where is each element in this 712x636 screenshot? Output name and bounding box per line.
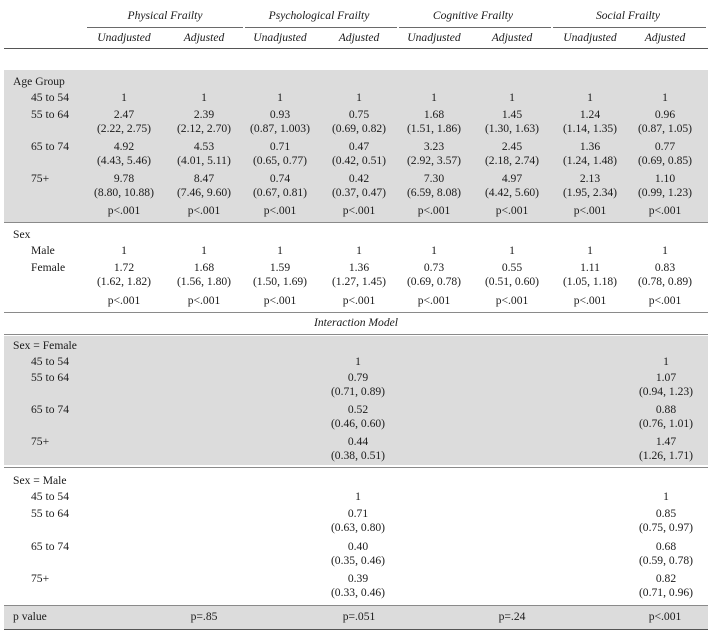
estimate-value: 1.59 xyxy=(269,261,291,274)
section-rule xyxy=(4,334,708,335)
confidence-interval: (2.18, 2.74) xyxy=(484,154,540,167)
estimate-value: 1 xyxy=(587,244,593,257)
p-value-cell: p<.001 xyxy=(342,294,376,307)
p-value-label: p value xyxy=(13,610,47,623)
confidence-interval: (0.87, 1.05) xyxy=(637,122,693,135)
estimate-value: 0.77 xyxy=(654,140,676,153)
estimate-value: 2.45 xyxy=(501,140,523,153)
row-label: 65 to 74 xyxy=(31,140,70,153)
p-value-cell: p<.001 xyxy=(187,294,221,307)
psychological-estimate: 0.79 xyxy=(347,371,369,384)
confidence-interval: (1.27, 1.45) xyxy=(331,275,387,288)
estimate-value: 0.47 xyxy=(348,140,370,153)
p-value-cell: p<.001 xyxy=(107,204,141,217)
estimate-value: 0.83 xyxy=(654,261,676,274)
confidence-interval: (4.42, 5.60) xyxy=(484,186,540,199)
confidence-interval: (1.56, 1.80) xyxy=(176,275,232,288)
estimate-value: 4.97 xyxy=(501,172,523,185)
social-estimate: 1.07 xyxy=(655,371,677,384)
row-label: 55 to 64 xyxy=(31,507,70,520)
confidence-interval: (0.46, 0.60) xyxy=(330,417,386,430)
column-group-header: Physical Frailty xyxy=(127,9,203,22)
confidence-interval: (0.38, 0.51) xyxy=(330,449,386,462)
estimate-value: 1 xyxy=(356,244,362,257)
row-label: 65 to 74 xyxy=(31,540,70,553)
estimate-value: 0.74 xyxy=(269,172,291,185)
section-label-sex: Sex xyxy=(13,228,31,241)
p-value-cell: p<.001 xyxy=(263,294,297,307)
section-label-female: Sex = Female xyxy=(13,339,77,352)
estimate-value: 2.13 xyxy=(579,172,601,185)
confidence-interval: (0.69, 0.78) xyxy=(406,275,462,288)
p-value-cell: p<.001 xyxy=(573,294,607,307)
estimate-value: 4.92 xyxy=(113,140,135,153)
column-group-header: Social Frailty xyxy=(595,9,661,22)
confidence-interval: (2.22, 2.75) xyxy=(96,122,152,135)
confidence-interval: (8.80, 10.88) xyxy=(94,186,154,199)
section-rule xyxy=(4,312,708,313)
confidence-interval: (1.62, 1.82) xyxy=(96,275,152,288)
column-group-header: Cognitive Frailty xyxy=(432,9,514,22)
confidence-interval: (0.78, 0.89) xyxy=(637,275,693,288)
confidence-interval: (0.33, 0.46) xyxy=(330,586,386,599)
estimate-value: 1 xyxy=(662,244,668,257)
estimate-value: 0.55 xyxy=(501,261,523,274)
section-label-male: Sex = Male xyxy=(13,474,67,487)
estimate-value: 1.36 xyxy=(348,261,370,274)
p-value-cell: p<.001 xyxy=(495,204,529,217)
column-group-underline xyxy=(399,27,551,28)
confidence-interval: (1.14, 1.35) xyxy=(562,122,618,135)
confidence-interval: (0.63, 0.80) xyxy=(330,521,386,534)
confidence-interval: (0.75, 0.97) xyxy=(638,521,694,534)
confidence-interval: (6.59, 8.08) xyxy=(406,186,462,199)
row-label: 45 to 54 xyxy=(31,91,70,104)
p-value-social: p<.001 xyxy=(648,610,682,623)
social-estimate: 1 xyxy=(663,490,669,503)
social-estimate: 0.82 xyxy=(655,572,677,585)
estimate-value: 0.42 xyxy=(348,172,370,185)
p-value-cell: p<.001 xyxy=(263,204,297,217)
confidence-interval: (0.71, 0.96) xyxy=(638,586,694,599)
estimate-value: 1 xyxy=(277,244,283,257)
estimate-value: 0.71 xyxy=(269,140,291,153)
estimate-value: 1 xyxy=(121,244,127,257)
p-value-cell: p<.001 xyxy=(495,294,529,307)
estimate-value: 8.47 xyxy=(193,172,215,185)
estimate-value: 1.10 xyxy=(654,172,676,185)
estimate-value: 1.68 xyxy=(193,261,215,274)
confidence-interval: (0.76, 1.01) xyxy=(638,417,694,430)
social-estimate: 1 xyxy=(663,355,669,368)
estimate-value: 1.72 xyxy=(113,261,135,274)
confidence-interval: (0.71, 0.89) xyxy=(330,385,386,398)
confidence-interval: (0.67, 0.81) xyxy=(252,186,308,199)
header-rule xyxy=(4,48,708,49)
estimate-value: 4.53 xyxy=(193,140,215,153)
p-value-cell: p<.001 xyxy=(417,204,451,217)
estimate-value: 0.73 xyxy=(423,261,445,274)
column-group-underline xyxy=(87,27,243,28)
estimate-value: 1 xyxy=(356,91,362,104)
confidence-interval: (0.37, 0.47) xyxy=(331,186,387,199)
confidence-interval: (0.87, 1.003) xyxy=(250,122,310,135)
row-label: 65 to 74 xyxy=(31,403,70,416)
psychological-estimate: 1 xyxy=(355,490,361,503)
estimate-value: 2.39 xyxy=(193,108,215,121)
social-estimate: 1.47 xyxy=(655,435,677,448)
column-subheader: Unadjusted xyxy=(563,31,617,44)
p-value-cell: p<.001 xyxy=(648,204,682,217)
estimate-value: 7.30 xyxy=(423,172,445,185)
estimate-value: 1.11 xyxy=(580,261,600,274)
row-label: 75+ xyxy=(31,172,50,185)
column-subheader: Adjusted xyxy=(338,31,380,44)
interaction-model-title: Interaction Model xyxy=(313,316,399,329)
confidence-interval: (1.30, 1.63) xyxy=(484,122,540,135)
column-subheader: Adjusted xyxy=(183,31,225,44)
column-group-header: Psychological Frailty xyxy=(268,9,370,22)
p-value-cell: p<.001 xyxy=(648,294,682,307)
p-value-psychological: p=.051 xyxy=(342,610,376,623)
estimate-value: 1 xyxy=(587,91,593,104)
estimate-value: 0.93 xyxy=(269,108,291,121)
confidence-interval: (1.05, 1.18) xyxy=(562,275,618,288)
row-label: 55 to 64 xyxy=(31,371,70,384)
column-subheader: Unadjusted xyxy=(97,31,151,44)
p-value-cell: p<.001 xyxy=(342,204,376,217)
psychological-estimate: 0.71 xyxy=(347,507,369,520)
section-rule xyxy=(4,605,708,606)
estimate-value: 1 xyxy=(201,91,207,104)
confidence-interval: (2.12, 2.70) xyxy=(176,122,232,135)
social-estimate: 0.88 xyxy=(655,403,677,416)
row-label: 45 to 54 xyxy=(31,490,70,503)
confidence-interval: (0.35, 0.46) xyxy=(330,554,386,567)
estimate-value: 1.36 xyxy=(579,140,601,153)
row-label: Female xyxy=(31,261,66,274)
column-group-underline xyxy=(553,27,706,28)
estimate-value: 0.96 xyxy=(654,108,676,121)
bottom-rule xyxy=(4,629,708,630)
p-value-cell: p<.001 xyxy=(417,294,451,307)
estimate-value: 1 xyxy=(121,91,127,104)
confidence-interval: (0.51, 0.60) xyxy=(484,275,540,288)
row-label: 75+ xyxy=(31,572,50,585)
section-label-age-group: Age Group xyxy=(13,75,65,88)
confidence-interval: (2.92, 3.57) xyxy=(406,154,462,167)
confidence-interval: (0.69, 0.82) xyxy=(331,122,387,135)
estimate-value: 1 xyxy=(431,91,437,104)
estimate-value: 1 xyxy=(201,244,207,257)
estimate-value: 1.45 xyxy=(501,108,523,121)
column-subheader: Adjusted xyxy=(491,31,533,44)
estimate-value: 2.47 xyxy=(113,108,135,121)
confidence-interval: (0.42, 0.51) xyxy=(331,154,387,167)
confidence-interval: (1.95, 2.34) xyxy=(562,186,618,199)
psychological-estimate: 0.39 xyxy=(347,572,369,585)
estimate-value: 3.23 xyxy=(423,140,445,153)
column-subheader: Unadjusted xyxy=(407,31,461,44)
confidence-interval: (1.50, 1.69) xyxy=(252,275,308,288)
estimate-value: 1 xyxy=(662,91,668,104)
psychological-estimate: 1 xyxy=(355,355,361,368)
social-estimate: 0.85 xyxy=(655,507,677,520)
confidence-interval: (7.46, 9.60) xyxy=(176,186,232,199)
confidence-interval: (0.94, 1.23) xyxy=(638,385,694,398)
estimate-value: 1 xyxy=(509,244,515,257)
p-value-physical: p=.85 xyxy=(190,610,218,623)
column-group-underline xyxy=(245,27,397,28)
p-value-cognitive: p=.24 xyxy=(498,610,526,623)
confidence-interval: (1.26, 1.71) xyxy=(638,449,694,462)
confidence-interval: (0.59, 0.78) xyxy=(638,554,694,567)
p-value-cell: p<.001 xyxy=(107,294,141,307)
estimate-value: 1 xyxy=(277,91,283,104)
confidence-interval: (0.99, 1.23) xyxy=(637,186,693,199)
confidence-interval: (4.01, 5.11) xyxy=(177,154,231,167)
section-rule xyxy=(4,222,708,223)
confidence-interval: (1.24, 1.48) xyxy=(562,154,618,167)
confidence-interval: (1.51, 1.86) xyxy=(406,122,462,135)
row-label: 45 to 54 xyxy=(31,355,70,368)
estimate-value: 1.68 xyxy=(423,108,445,121)
confidence-interval: (4.43, 5.46) xyxy=(96,154,152,167)
estimate-value: 9.78 xyxy=(113,172,135,185)
row-label: 75+ xyxy=(31,435,50,448)
column-subheader: Adjusted xyxy=(644,31,686,44)
estimate-value: 1.24 xyxy=(579,108,601,121)
psychological-estimate: 0.52 xyxy=(347,403,369,416)
row-label: Male xyxy=(31,244,55,257)
social-estimate: 0.68 xyxy=(655,540,677,553)
column-subheader: Unadjusted xyxy=(253,31,307,44)
confidence-interval: (0.65, 0.77) xyxy=(252,154,308,167)
psychological-estimate: 0.44 xyxy=(347,435,369,448)
section-rule xyxy=(4,467,708,468)
confidence-interval: (0.69, 0.85) xyxy=(637,154,693,167)
estimate-value: 1 xyxy=(509,91,515,104)
p-value-cell: p<.001 xyxy=(187,204,221,217)
p-value-cell: p<.001 xyxy=(573,204,607,217)
estimate-value: 0.75 xyxy=(348,108,370,121)
row-label: 55 to 64 xyxy=(31,108,70,121)
estimate-value: 1 xyxy=(431,244,437,257)
psychological-estimate: 0.40 xyxy=(347,540,369,553)
